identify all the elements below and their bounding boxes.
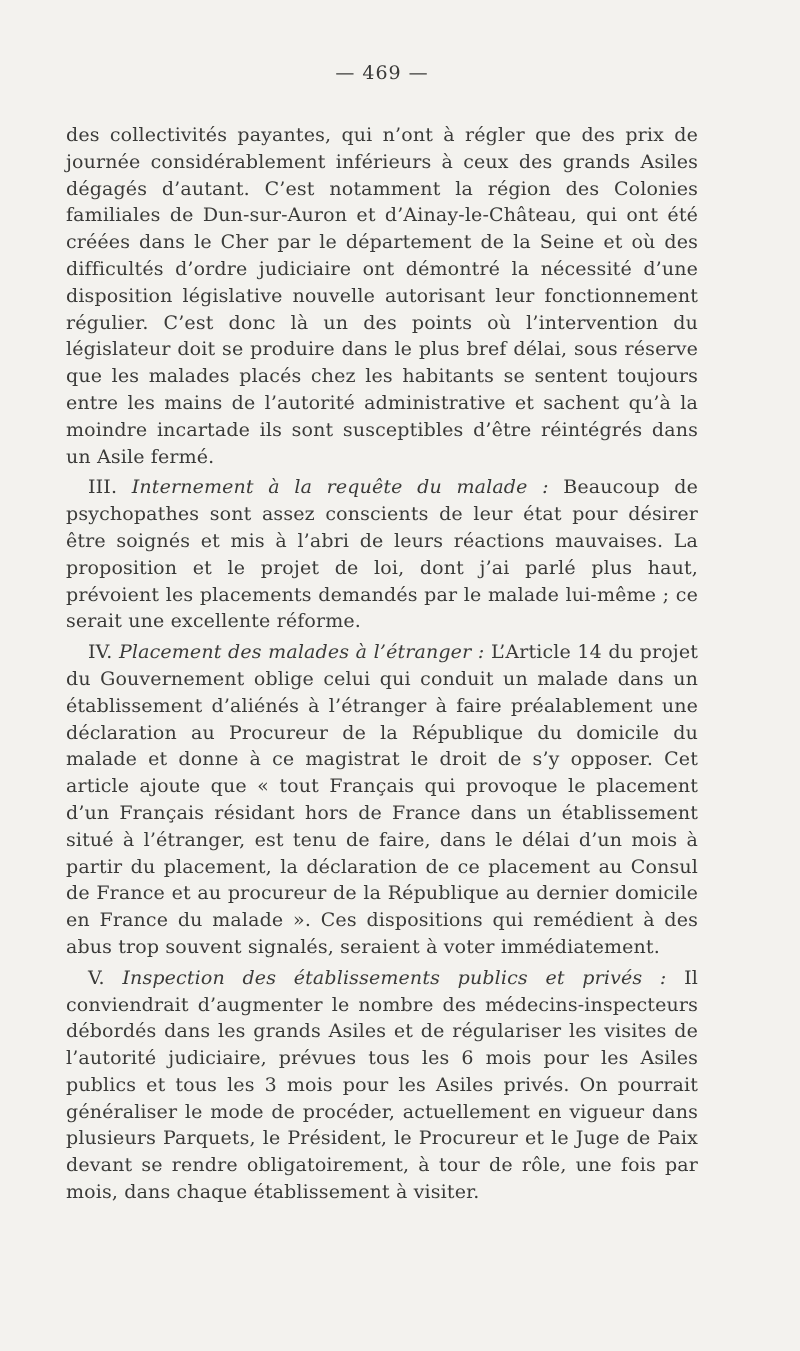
section-heading: Inspection des établissements publics et privés : (122, 966, 667, 989)
paragraph-continuation (66, 122, 698, 470)
section-heading: Internement à la requête du malade : (131, 476, 549, 499)
section-numeral: V. (88, 966, 123, 989)
paragraph-text: Beaucoup de psychopathes sont assez conscients de leur état pour désirer être soignés et mis à l’abri de leurs réactions mauvaises. La proposition et le projet de loi, dont j’ai parlé plus haut, prévoient les placements demandés par le malade lui-même ; ce serait une excellente réforme. (66, 476, 698, 633)
paragraph-section-v (66, 965, 698, 1206)
paragraph-section-iv (66, 639, 698, 961)
paragraph-text: L’Article 14 du projet du Gouvernement oblige celui qui conduit un malade dans un établissement d’aliénés à l’étranger à faire préalablement une déclaration au Procureur de la République du domicile du malade et donne à ce magistrat le droit de s’y opposer. Cet article ajoute que « tout Français qui provoque le placement d’un Français résidant hors de France dans un établissement situé à l’étranger, est tenu de faire, dans le délai d’un mois à partir du placement, la déclaration de ce placement au Consul de France et au procureur de la République au dernier domicile en France du malade ». Ces dispositions qui remédient à des abus trop souvent signalés, seraient à voter immédiatement. (66, 641, 699, 958)
section-heading: Placement des malades à l’étranger : (118, 641, 485, 664)
paragraph-text: des collectivités payantes, qui n’ont à régler que des prix de journée considérablement inférieurs à ceux des grands Asiles dégagés d’autant. C’est notamment la région des Colonies familiales de Dun-sur-Auron et d’Ainay-le-Château, qui ont été créées dans le Cher par le département de la Seine et où des difficultés d’ordre judiciaire ont démontré la nécessité d’une disposition législative nouvelle autorisant leur fonctionnement régulier. C’est donc là un des points où l’intervention du législateur doit se produire dans le plus bref délai, sous réserve que les malades placés chez les habitants se sentent toujours entre les mains de l’autorité administrative et sachent qu’à la moindre incartade ils sont susceptibles d’être réintégrés dans un Asile fermé. (66, 124, 698, 468)
section-numeral: IV. (88, 641, 119, 664)
page-number: — 469 — (335, 62, 429, 84)
paragraph-section-iii (66, 474, 698, 635)
section-numeral: III. (88, 476, 132, 499)
paragraph-text: Il conviendrait d’augmenter le nombre des médecins-inspecteurs débordés dans les grands Asiles et de régulariser les visites de l’autorité judiciaire, prévues tous les 6 mois pour les Asiles publics et tous les 3 mois pour les Asiles privés. On pourrait généraliser le mode de procéder, actuellement en vigueur dans plusieurs Parquets, le Président, le Procureur et le Juge de Paix devant se rendre obligatoirement, à tour de rôle, une fois par mois, dans chaque établissement à visiter. (66, 966, 699, 1204)
